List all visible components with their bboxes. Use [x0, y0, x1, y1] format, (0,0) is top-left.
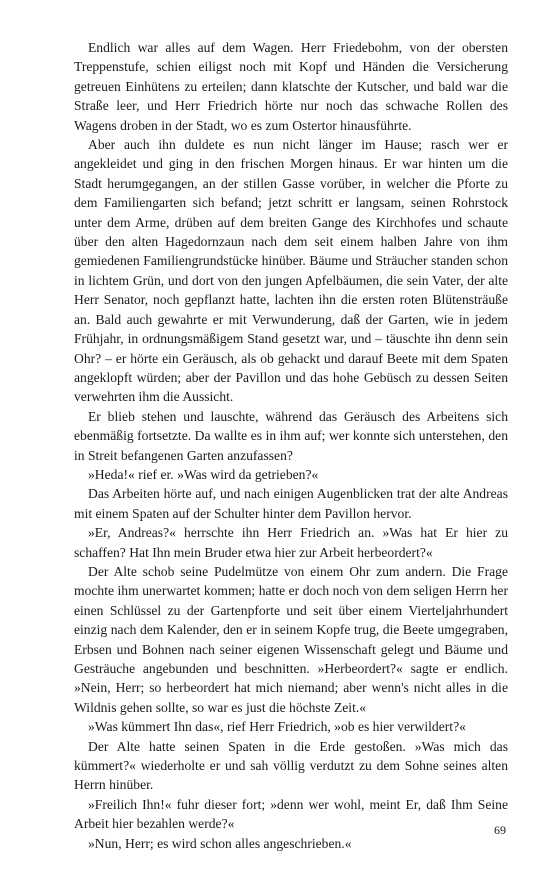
paragraph: Das Arbeiten hörte auf, und nach einigen Augenblicken trat der alte Andreas mit einem Spaten auf der Schulter hinter dem Pavillon hervor. [74, 486, 508, 521]
body-text [74, 38, 508, 853]
paragraph: »Freilich Ihn!« fuhr dieser fort; »denn wer wohl, meint Er, daß Ihm Seine Arbeit hier bezahlen werde?« [74, 796, 508, 832]
page-number: 69 [494, 823, 506, 837]
paragraph: »Heda!« rief er. »Was wird da getrieben?« [88, 466, 319, 482]
paragraph: Der Alte schob seine Pudelmütze von einem Ohr zum andern. Die Frage mochte ihm unerwartet kommen; hatte er doch noch von dem seligen Herrn her einen Schlüssel zu der Gartenpforte und seit über einem Vierteljahrhundert einzig nach dem Kalender, den er in seinem Kopfe trug, die Beete umgegraben, Erbsen und Bohnen nach seiner eigenen Wissenschaft gelegt und Bäume und Gesträuche angebunden und beschnitten. »Herbeordert?« sagte er endlich. »Nein, Herr; so herbeordert hat mich niemand; aber wenn's nicht alles in die Wildnis gehen sollte, so war es just die höchste Zeit.« [74, 563, 508, 715]
paragraph: Endlich war alles auf dem Wagen. Herr Friedebohm, von der obersten Treppenstufe, schien eiligst noch mit Kopf und Händen die Versicherung getreuen Einhütens zu erteilen; dann klatschte der Kutscher, und bald war die Straße leer, und Herr Friedrich hörte nur noch das schwache Rollen des Wagens droben in der Stadt, wo es zum Ostertor hinausführte. [74, 40, 508, 133]
paragraph: Der Alte hatte seinen Spaten in die Erde gestoßen. »Was mich das kümmert?« wiederholte er und sah völlig verdutzt zu dem Sohne seines alten Herrn hinüber. [74, 738, 508, 793]
paragraph: Aber auch ihn duldete es nun nicht länger im Hause; rasch wer er angekleidet und ging in den frischen Morgen hinaus. Er war hinten um die Stadt herumgegangen, an der stillen Gasse vorüber, in welcher die Pforte zu dem Familiengarten sich befand; jetzt schritt er langsam, seinen Rohrstock unter dem Arme, drüben auf dem breiten Gange des Kirchhofes und schaute über den alten Hagedornzaun nach dem seit einem halben Jahre von ihm gemiedenen Familiengrundstücke hinüber. Bäume und Sträucher standen schon in lichtem Grün, und dort von den jungen Apfelbäumen, die sein Vater, der alte Herr Senator, noch gepflanzt hatte, lachten ihn die ersten roten Blütensträuße an. Bald auch gewahrte er mit Verwunderung, daß der Garten, wie in jedem Frühjahr, in ordnungsmäßigem Stand gesetzt war, und – täuschte ihn denn sein Ohr? – er hörte ein Geräusch, als ob gehackt und darauf Beete mit dem Spaten angeklopft würden; aber der Pavillon und das hohe Gebüsch zu dessen Seiten verwehrten ihm die Aussicht. [74, 137, 508, 405]
paragraph: »Er, Andreas?« herrschte ihn Herr Friedrich an. »Was hat Er hier zu schaffen? Hat Ihn mein Bruder etwa hier zur Arbeit herbeordert?« [74, 525, 508, 560]
paragraph: »Nun, Herr; es wird schon alles angeschrieben.« [88, 835, 352, 851]
paragraph: Er blieb stehen und lauschte, während das Geräusch des Arbeitens sich ebenmäßig fortsetzte. Da wallte es in ihm auf; wer konnte sich unterstehen, den in Streit befangenen Garten anzufassen? [74, 408, 508, 463]
paragraph: »Was kümmert Ihn das«, rief Herr Friedrich, »ob es hier verwildert?« [88, 719, 466, 735]
